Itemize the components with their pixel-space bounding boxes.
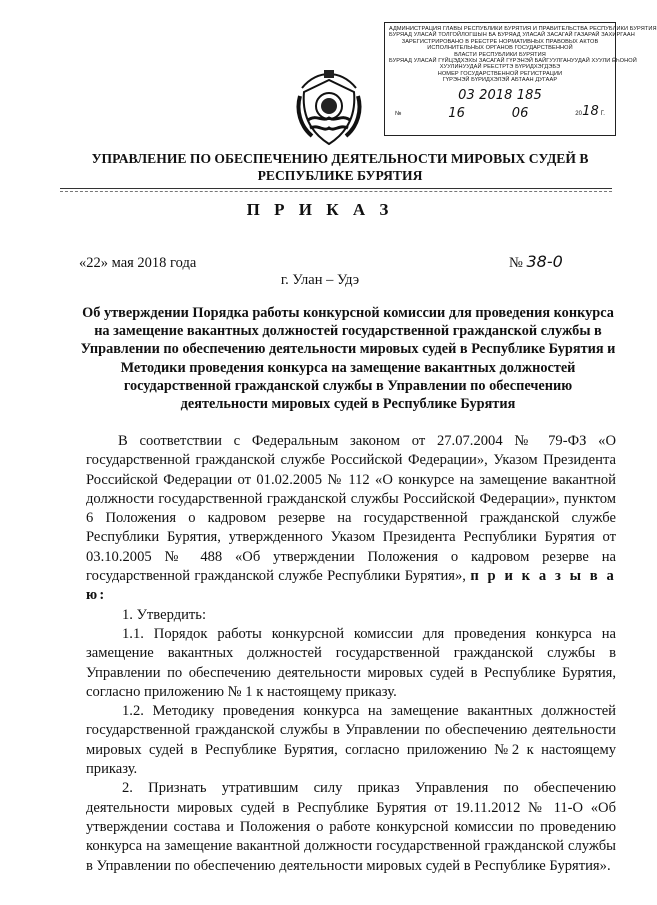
body-item-1: 1. Утвердить: (122, 606, 207, 623)
stamp-reg-number: 03 2018 185 (458, 88, 542, 104)
stamp-line: ХУУЛИНУУДАЙ РЕЕСТРТЭ БҮРИДХЭГДЭБЭ (439, 64, 561, 71)
header-divider-dashed (60, 191, 612, 192)
document-body (86, 432, 616, 876)
stamp-year (575, 104, 605, 120)
stamp-line: ГҮРЭНЭЙ БҮРИДХЭЛЭЙ АБТААН ДУГААР (442, 77, 558, 84)
stamp-day: 16 (448, 106, 466, 122)
document-city: г. Улан – Удэ (280, 272, 360, 288)
stamp-reg-number-row (389, 86, 611, 104)
stamp-year-suffix: 18 (582, 104, 599, 120)
document-type: П Р И К А З (246, 200, 394, 219)
organization-name-line2: РЕСПУБЛИКЕ БУРЯТИЯ (257, 168, 423, 183)
stamp-year-end: Г. (600, 111, 605, 118)
document-date: «22» мая 2018 года (79, 255, 197, 271)
organization-name (70, 150, 610, 184)
stamp-line: ВЛАСТИ РЕСПУБЛИКИ БУРЯТИЯ (454, 51, 546, 58)
header-divider (60, 188, 612, 189)
stamp-line: НОМЕР ГОСУДАРСТВЕННОЙ РЕГИСТРАЦИИ (437, 70, 563, 77)
document-title: Об утверждении Порядка работы конкурсной комиссии для проведения конкурса на замещение вакантных должностей государственной гражданской службы в Управлении по обеспечению деятельности мировых судей в Республике Бурятия и Методики проведения конкурса на замещение вакантных должностей государственной гражданской службы в Управлении по обеспечению деятельности мировых судей в Республике Бурятия (80, 305, 616, 413)
stamp-line: БУРЯАД УЛАСАЙ ГҮЙЦЭДХЭХЫ ЗАСАГАЙ ГҮРЭНЭЙ БАЙГУУЛГАНУУДАЙ ХУУЛИ ЁҺОНОЙ (389, 58, 637, 65)
organization-name-line1: УПРАВЛЕНИЕ ПО ОБЕСПЕЧЕНИЮ ДЕЯТЕЛЬНОСТИ МИРОВЫХ СУДЕЙ В (91, 151, 589, 166)
stamp-date-prefix: № (395, 111, 402, 118)
body-intro-text: В соответствии с Федеральным законом от 27.07.2004 № 79-ФЗ «О государственной гражданской службе Российской Федерации», Указом Президента Российской Федерации от 01.02.2005 № 112 «О конкурсе на замещение вакантной должности государственной гражданской службы Российской Федерации», пунктом 6 Положения о кадровом резерве на государственной гражданской службе Республики Бурятия, утвержденного Указом Президента Республики Бурятия от 03.10.2005 № 488 «Об утверждении Положения о кадровом резерве на государственной гражданской службе Республики Бурятия», (86, 433, 616, 585)
body-item-1-2: 1.2. Методику проведения конкурса на замещение вакантных должностей государственной гражданской службы в Управлении по обеспечению деятельности мировых судей в Республике Бурятия, согласно приложению №2 к настоящему приказу. (86, 703, 616, 778)
stamp-year-prefix: 20 (575, 111, 583, 118)
stamp-date-row (389, 102, 611, 122)
buryatia-coat-of-arms-icon (296, 70, 362, 148)
registration-stamp (384, 22, 657, 136)
stamp-line: АДМИНИСТРАЦИЯ ГЛАВЫ РЕСПУБЛИКИ БУРЯТИЯ И ПРАВИТЕЛЬСТВА РЕСПУБЛИКИ БУРЯТИЯ (389, 26, 657, 32)
stamp-line: БУРЯАД УЛАСАЙ ТОЛГОЙЛОГШЫН БА БУРЯАД УЛАСАЙ ЗАСАГАЙ ГАЗАРАЙ ЗАХИРГААН (389, 32, 635, 39)
stamp-month: 06 (511, 106, 529, 122)
stamp-line: ИСПОЛНИТЕЛЬНЫХ ОРГАНОВ ГОСУДАРСТВЕННОЙ (427, 45, 573, 52)
body-intro (86, 432, 616, 606)
stamp-line: ЗАРЕГИСТРИРОВАНО В РЕЕСТРЕ НОРМАТИВНЫХ ПРАВОВЫХ АКТОВ (401, 38, 599, 45)
body-item-2: 2. Признать утратившим силу приказ Управления по обеспечению деятельности мировых судей в Республике Бурятия от 19.11.2012 № 11-О «Об утверждении состава и Положения о работе конкурсной комиссии по проведению конкурса на замещение вакантной должности государственной гражданской службы в Управлении по обеспечению деятельности мировых судей в Республике Бурятия». (86, 780, 616, 874)
document-number-prefix: № (509, 255, 523, 271)
body-item-1-1: 1.1. Порядок работы конкурсной комиссии для проведения конкурса на замещение вакантных должностей государственной гражданской службы в Управлении по обеспечению деятельности мировых судей в Республике Бурятия, согласно приложению № 1 к настоящему приказу. (86, 625, 616, 700)
order-word: п р и к а з ы в а ю: (86, 568, 616, 604)
document-number-value: 38-0 (526, 252, 563, 271)
document-number (509, 252, 563, 272)
